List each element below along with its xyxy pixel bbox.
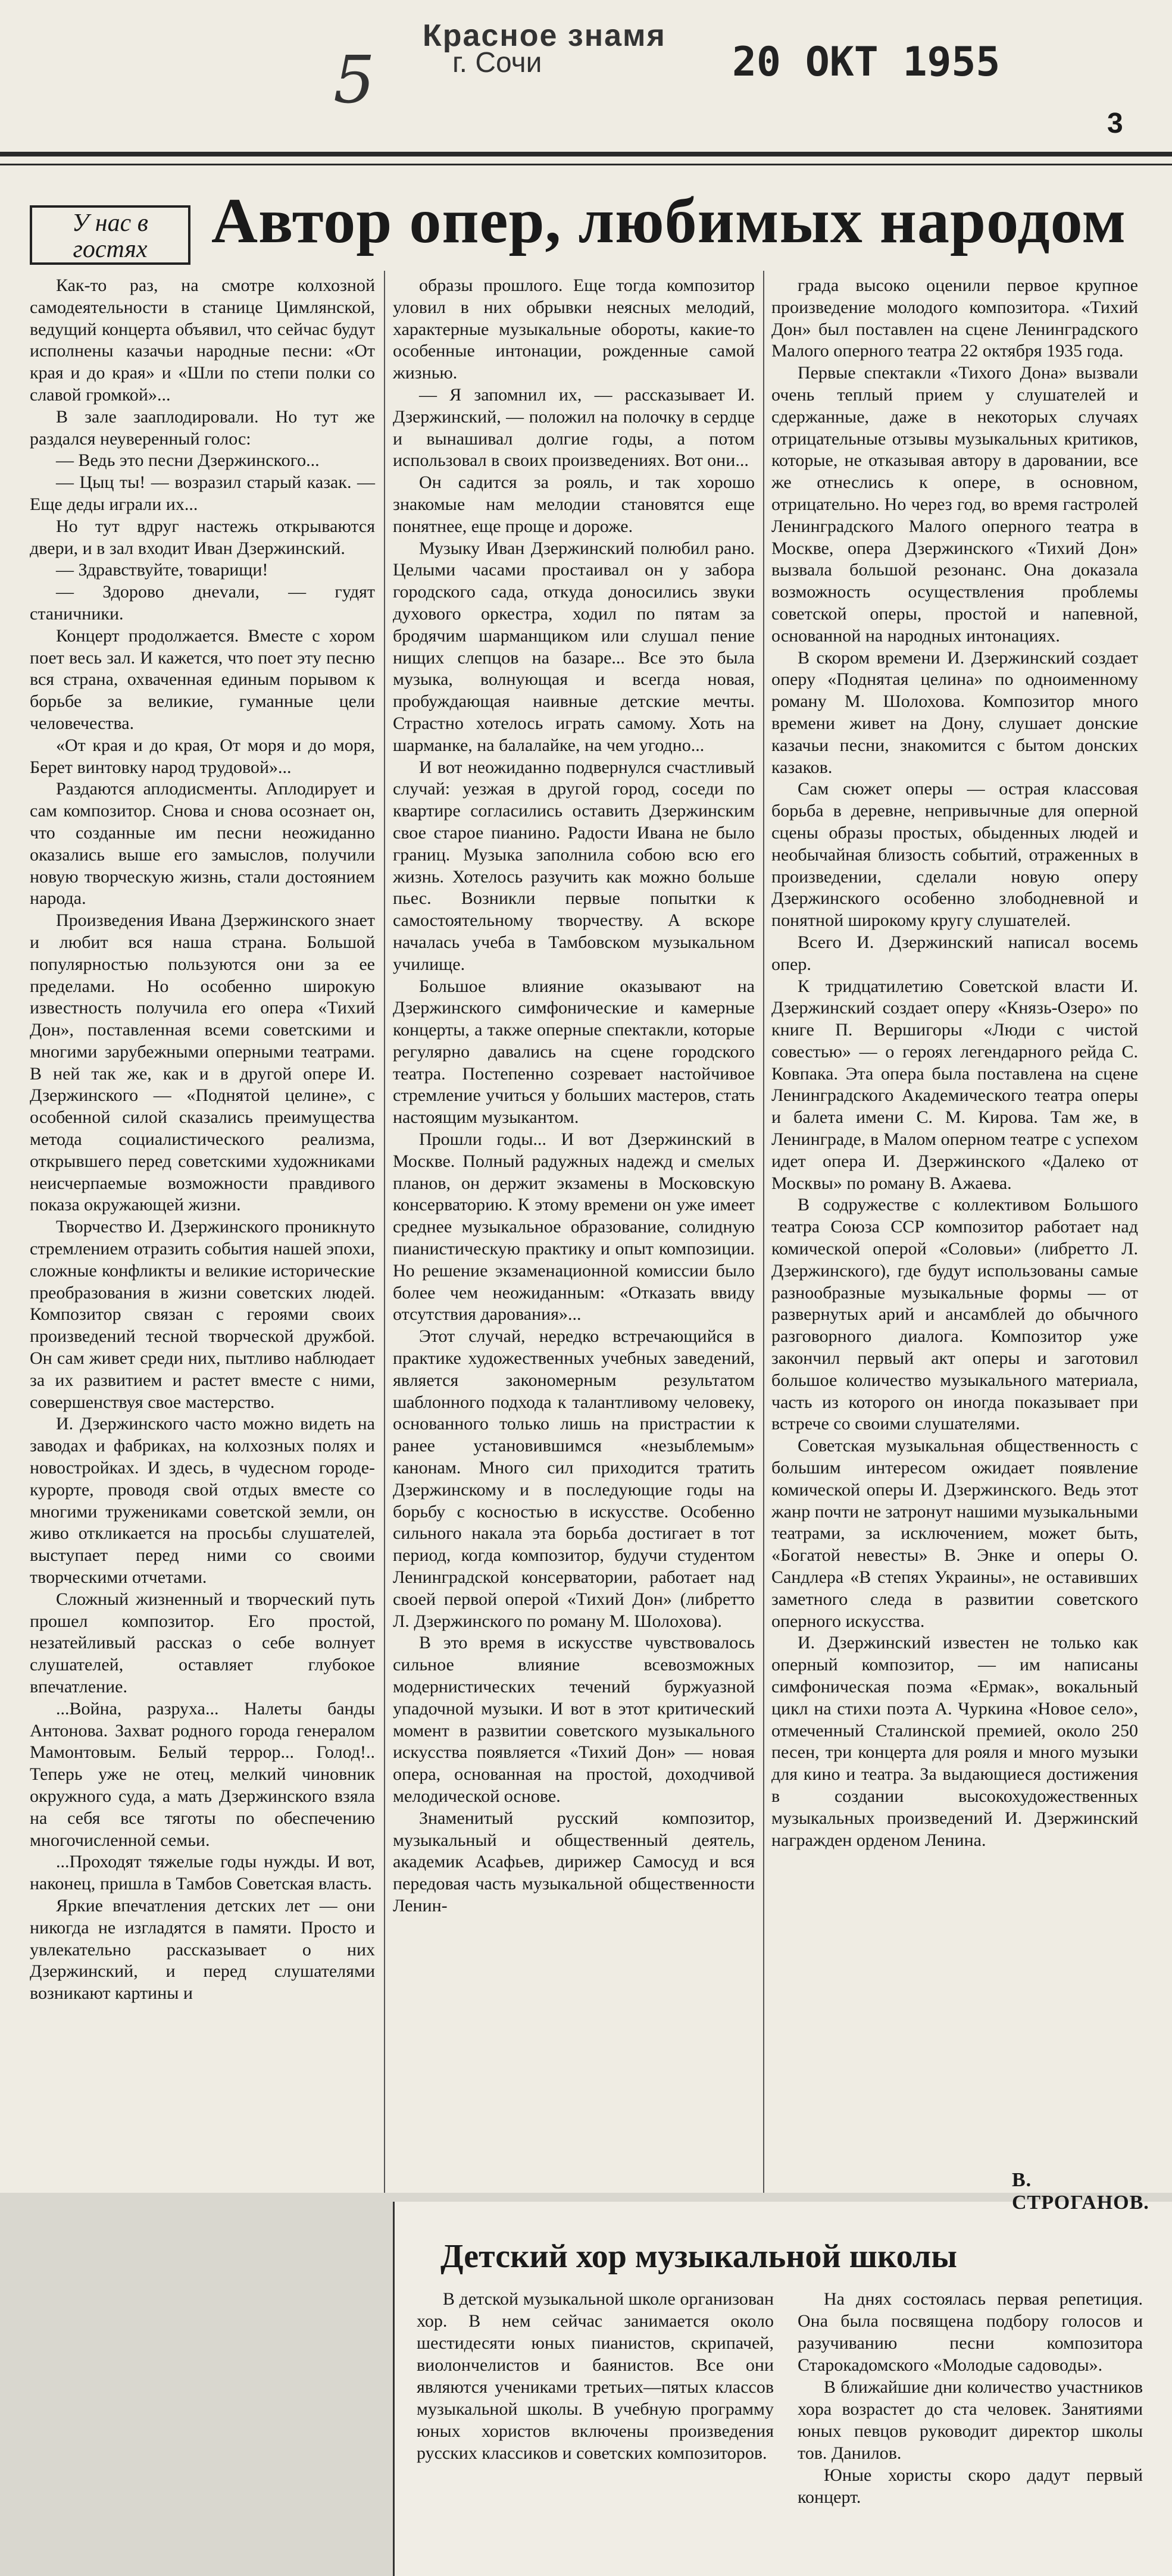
handwritten-number: 5 [333,42,375,118]
paragraph: Всего И. Дзержинский написал восемь опер. [771,932,1138,974]
paragraph: — Цыц ты! — возразил старый казак. — Еще деды играли их... [30,472,375,514]
paragraph: К тридцатилетию Советской власти И. Дзержинский создает оперу «Князь-Озеро» по книге П. Вершигоры «Люди с чистой совестью» — о героях легендарного рейда С. Ковпака. Эта опера была поставлена на сцене Ленинградского Академического театра оперы и балета имени С. М. Кирова. Там же, в Ленинграде, в Малом оперном театре с успехом идет опера И. Дзержинского «Далеко от Москвы» по роману В. Ажаева. [771,976,1138,1193]
top-rule [0,152,1172,156]
column-2 [393,275,755,1917]
column-3 [771,275,1138,1851]
top-rule-thin [0,164,1172,165]
paragraph: образы прошлого. Еще тогда композитор уловил в них обрывки неясных мелодий, характерные музыкальные обороты, какие-то особенные интонации, рожденные самой жизнью. [393,276,755,383]
paragraph: Творчество И. Дзержинского проникнуто стремлением отразить события нашей эпохи, сложные конфликты и великие исторические преобразования в жизни советских людей. Композитор связан с героями своих произведений тесной творческой дружбой. Он сам живет среди них, пытливо наблюдает за их развитием и растет вместе с ними, совершенствуя свое мастерство. [30,1217,375,1412]
paragraph: — Здравствуйте, товарищи! [56,560,268,580]
paragraph: В это время в искусстве чувствовалось сильное влияние всевозможных модернистических течений буржуазной упадочной музыки. И вот в этот критический момент в развитии советского музыкального искусства появляется «Тихий Дон» — новая опера, основанная на простой, доходчивой мелодической основе. [393,1633,755,1806]
paragraph: В детской музыкальной школе организован хор. В нем сейчас занимается около шестидесяти юных пианистов, скрипачей, виолончелистов и баянистов. Все они являются учениками третьих—пятых классов музыкальной школы. В учебную программу юных хористов включены произведения русских классиков и советских композиторов. [417,2289,774,2463]
paragraph: — Я запомнил их, — рассказывает И. Дзержинский, — положил на полочку в сердце и вынашивал долгие годы, а потом использовал в своих произведениях. Вот они... [393,384,755,471]
paragraph: Сам сюжет оперы — острая классовая борьба в деревне, непривычные для оперной сцены образы простых, обыденных людей и необычайная близость событий, отраженных в произведении, сделали новую оперу Дзержинского особенно злободневной и понятной широкому кругу слушателей. [771,779,1138,931]
second-article-column-2 [798,2288,1143,2508]
paragraph: И. Дзержинский известен не только как оперный композитор, — им написаны симфоническая поэма «Ермак», вокальный цикл на стихи поэта А. Чуркина «Новое село», отмеченный Сталинской премией, около 250 песен, три концерта для рояля и много музыки для кино и театра. За выдающиеся достижения в создании высокохудожественных музыкальных произведений И. Дзержинский награжден орденом Ленина. [771,1633,1138,1850]
paragraph: Советская музыкальная общественность с большим интересом ожидает появление комической оперы И. Дзержинского. Ведь этот жанр почти не затронут нашими музыкальными театрами, за исключением, может быть, «Богатой невесты» В. Энке и оперы О. Сандлера «В степях Украины», не оставивших заметного следа в развитии советского оперного искусства. [771,1436,1138,1631]
rubric-box: У нас в гостях [30,205,190,265]
paragraph: В ближайшие дни количество участников хора возрастет до ста человек. Занятиями юных певцов руководит директор школы тов. Данилов. [798,2377,1143,2463]
paragraph: Яркие впечатления детских лет — они никогда не изгладятся в памяти. Просто и увлекательно рассказывает о них Дзержинский, и перед слушателями возникают картины и [30,1895,375,2004]
paragraph: И. Дзержинского часто можно видеть на заводах и фабриках, на колхозных полях и новостройках. И здесь, в чудесном городе-курорте, проводя свой отдых вместе со многими тружениками советской земли, он живо откликается на просьбы слушателей, выступает перед ними со своими творческими отчетами. [30,1414,375,1588]
paragraph: Произведения Ивана Дзержинского знает и любит вся наша страна. Большой популярностью пользуются они за ее пределами. Но особенно широкую известность получила его опера «Тихий Дон», поставленная всеми советскими и многими зарубежными оперными театрами. В ней так же, как и в другой опере И. Дзержинского — «Поднятой целине», с особенной силой сказались преимущества метода социалистического реализма, открывшего перед советскими художниками неисчерпаемые возможности правдивого показа окружающей жизни. [30,910,375,1215]
paragraph: Этот случай, нередко встречающийся в практике художественных учебных заведений, является закономерным результатом шаблонного подхода к талантливому человеку, основанного только лишь на пристрастии к ранее установившимся «незыблемым» канонам. Много сил приходится тратить Дзержинскому и в последующие годы на борьбу с косностью в искусстве. Особенно сильного накала эта борьба достигает в тот период, когда композитор, будучи студентом Ленинградской консерватории, работает над своей первой оперой «Тихий Дон» (либретто Л. Дзержинского по роману М. Шолохова). [393,1326,755,1631]
paragraph: Знаменитый русский композитор, музыкальный и общественный деятель, академик Асафьев, дирижер Самосуд и вся передовая часть музыкальной общественности Ленин- [393,1808,755,1915]
paragraph: В зале зааплодировали. Но тут же раздался неуверенный голос: [30,406,375,449]
second-article-headline: Детский хор музыкальной школы [440,2238,957,2275]
column-divider [763,271,764,2193]
paragraph: Сложный жизненный и творческий путь прошел композитор. Его простой, незатейливый рассказ о себе волнует слушателей, оставляет глубокое впечатление. [30,1589,375,1697]
paragraph: Юные хористы скоро дадут первый концерт. [798,2465,1143,2507]
paragraph: ...Война, разруха... Налеты банды Антонова. Захват родного города генералом Мамонтовым. Белый террор... Голод!.. Теперь уже не отец, мелкий чиновник окружного суда, а мать Дзержинского взяла на себя все тяготы по обеспечению многочисленной семьи. [30,1698,375,1850]
column-divider [384,271,385,2193]
second-article-column-1 [417,2288,774,2464]
paragraph: И вот неожиданно подвернулся счастливый случай: уезжая в другой город, соседи по квартире согласились оставить Дзержинским свое старое пианино. Радости Ивана не было границ. Музыка заполнила собою всю его жизнь. Хотелось разучить как можно больше пьес. Возникли первые попытки к самостоятельному творчеству. А вскоре началась учеба в Тамбовском музыкальном училище. [393,757,755,974]
paragraph: Он садится за рояль, и так хорошо знакомые нам мелодии становятся еще понятнее, еще проще и дороже. [393,472,755,536]
newspaper-stamp: Красное знамя [423,18,666,53]
article-headline: Автор опер, любимых народом [211,186,1127,256]
paragraph: ...Проходят тяжелые годы нужды. И вот, наконец, пришла в Тамбов Советская власть. [30,1852,375,1894]
paragraph: На днях состоялась первая репетиция. Она была посвящена подбору голосов и разучиванию песни композитора Старокадомского «Молодые садоводы». [798,2289,1143,2375]
paragraph: Музыку Иван Дзержинский полюбил рано. Целыми часами простаивал он у забора городского сада, откуда доносились звуки духового оркестра, ходил по пятам за бродячим шарманщиком или слушал пение нищих слепцов на базаре... Все это была музыка, волнующая и всегда новая, пробуждающая наивные детские мечты. Страстно хотелось играть самому. Хоть на шарманке, на балалайке, на чем угодно... [393,538,755,755]
paragraph: Как-то раз, на смотре колхозной самодеятельности в станице Цимлянской, ведущий концерта объявил, что сейчас будут исполнены казачьи народные песни: «От края и до края» и «Шли по степи полки со славой громкой»... [30,276,375,405]
paragraph: Прошли годы... И вот Дзержинский в Москве. Полный радужных надежд и смелых планов, он держит экзамены в Московскую консерваторию. К этому времени он уже имеет среднее музыкальное образование, солидную пианистическую практику и опыт композиции. Но решение экзаменационной комиссии было более чем неожиданным: «Отказать ввиду отсутствия дарования»... [393,1129,755,1325]
page-number: 3 [1107,108,1123,139]
column-1 [30,275,375,2005]
paragraph: Первые спектакли «Тихого Дона» вызвали очень теплый прием у слушателей и сдержанные, даже в некоторых случаях отрицательные отзывы музыкальных критиков, которые, не отказывая автору в даровании, все же отнеслись к опере, в основном, отрицательно. Но через год, во время гастролей Ленинградского Малого оперного театра в Москве, опера Дзержинского «Тихий Дон» вызвала большой резонанс. Она доказала возможность осуществления проблемы советской оперы, простой и напевной, основанной на народных интонациях. [771,363,1138,646]
paragraph: — Здорово днevали, — гудят станичники. [30,582,375,624]
paragraph: В скором времени И. Дзержинский создает оперу «Поднятая целина» по одноименному роману М. Шолохова. Композитор много времени живет на Дону, слушает донские казачьи песни, знакомится с бытом донских казаков. [771,647,1138,777]
paragraph: — Ведь это песни Дзержинского... [56,450,320,471]
paragraph: Большое влияние оказывают на Дзержинского симфонические и камерные концерты, а также оперные спектакли, которые регулярно давались на сцене городского театра. Постепенно созревает настойчивое стремление учиться у больших мастеров, стать настоящим музыкантом. [393,976,755,1128]
paragraph: Но тут вдруг настежь открываются двери, и в зал входит Иван Дзержинский. [30,516,375,558]
paragraph: Раздаются аплодисменты. Аплодирует и сам композитор. Снова и снова осознает он, что созданные им песни неожиданно оказались выше его замыслов, получили новую творческую жизнь, стали достоянием народа. [30,779,375,909]
paragraph: Концерт продолжается. Вместе с хором поет весь зал. И кажется, что поет эту песню вся страна, охваченная единым порывом к борьбе за великие, гуманные цели человечества. [30,625,375,733]
article-signature: В. СТРОГАНОВ. [1012,2169,1149,2214]
paragraph: «От края и до края, От моря и до моря, Берет винтовку народ трудовой»... [30,735,375,777]
paragraph: града высоко оценили первое крупное произведение молодого композитора. «Тихий Дон» был поставлен на сцене Ленинградского Малого оперного театра 22 октября 1935 года. [771,276,1138,361]
city-stamp: г. Сочи [452,47,542,79]
paragraph: В содружестве с коллективом Большого театра Союза ССР композитор работает над комической оперой «Соловьи» (либретто Л. Дзержинского), где будут использованы самые разнообразные музыкальные формы — от развернутых арий и ансамблей до обычного разговорного диалога. Композитор уже закончил первый акт оперы и заготовил большое количество музыкального материала, часть из которого он иногда показывает при встрече со своими слушателями. [771,1195,1138,1434]
date-stamp: 20 ОКТ 1955 [732,39,1001,86]
